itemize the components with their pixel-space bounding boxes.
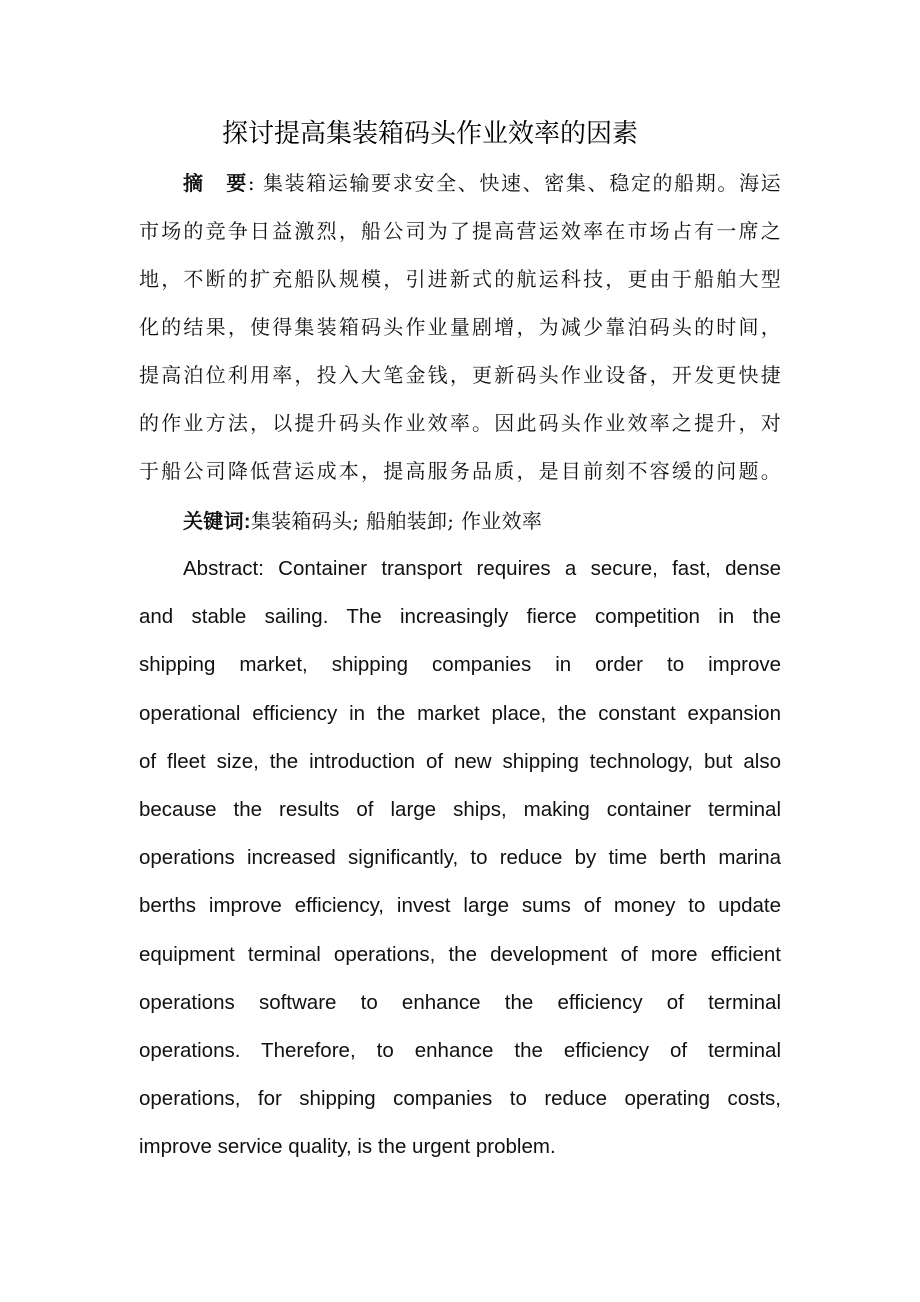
abstract-en-line-10: operations software to enhance the efficiency of terminal: [139, 991, 781, 1014]
abstract-cn-line-1: 摘 要: 集装箱运输要求安全、快速、密集、稳定的船期。海运: [183, 171, 781, 195]
abstract-en-line-3: shipping market, shipping companies in order to improve: [139, 653, 781, 676]
abstract-cn-line-6: 的作业方法，以提升码头作业效率。因此码头作业效率之提升，对: [139, 411, 781, 435]
abstract-cn-line-4: 化的结果，使得集装箱码头作业量剧增，为减少靠泊码头的时间，: [139, 315, 781, 339]
abstract-en-line-13: improve service quality, is the urgent problem.: [139, 1135, 556, 1158]
abstract-cn-line-7: 于船公司降低营运成本，提高服务品质，是目前刻不容缓的问题。: [139, 459, 781, 483]
abstract-label: 摘 要: [183, 173, 248, 195]
abstract-en-line-4: operational efficiency in the market place, the constant expansion: [139, 702, 781, 725]
abstract-cn-line-5: 提高泊位利用率，投入大笔金钱，更新码头作业设备，开发更快捷: [139, 363, 781, 387]
document-title: 探讨提高集装箱码头作业效率的因素: [221, 119, 638, 149]
keywords-value: 集装箱码头; 船舶装卸; 作业效率: [250, 509, 543, 533]
abstract-cn-line-3: 地，不断的扩充船队规模，引进新式的航运科技，更由于船舶大型: [139, 267, 781, 291]
keywords-label: 关键词:: [183, 511, 251, 533]
abstract-separator: :: [247, 171, 255, 195]
abstract-en-line-1: Abstract: Container transport requires a secure, fast, dense: [183, 557, 781, 580]
abstract-en-line-2: and stable sailing. The increasingly fierce competition in the: [139, 605, 781, 628]
abstract-en-line-8: berths improve efficiency, invest large sums of money to update: [139, 894, 781, 917]
abstract-en-line-6: because the results of large ships, making container terminal: [139, 798, 781, 821]
abstract-en-line-5: of fleet size, the introduction of new shipping technology, but also: [139, 750, 781, 773]
abstract-en-line-12: operations, for shipping companies to reduce operating costs,: [139, 1087, 781, 1110]
abstract-en-line-9: equipment terminal operations, the development of more efficient: [139, 943, 781, 966]
abstract-en-line-7: operations increased significantly, to reduce by time berth marina: [139, 846, 781, 869]
abstract-cn-line-2: 市场的竞争日益激烈，船公司为了提高营运效率在市场占有一席之: [139, 219, 781, 243]
abstract-en-line-11: operations. Therefore, to enhance the efficiency of terminal: [139, 1039, 781, 1062]
keywords-line: [183, 497, 781, 545]
